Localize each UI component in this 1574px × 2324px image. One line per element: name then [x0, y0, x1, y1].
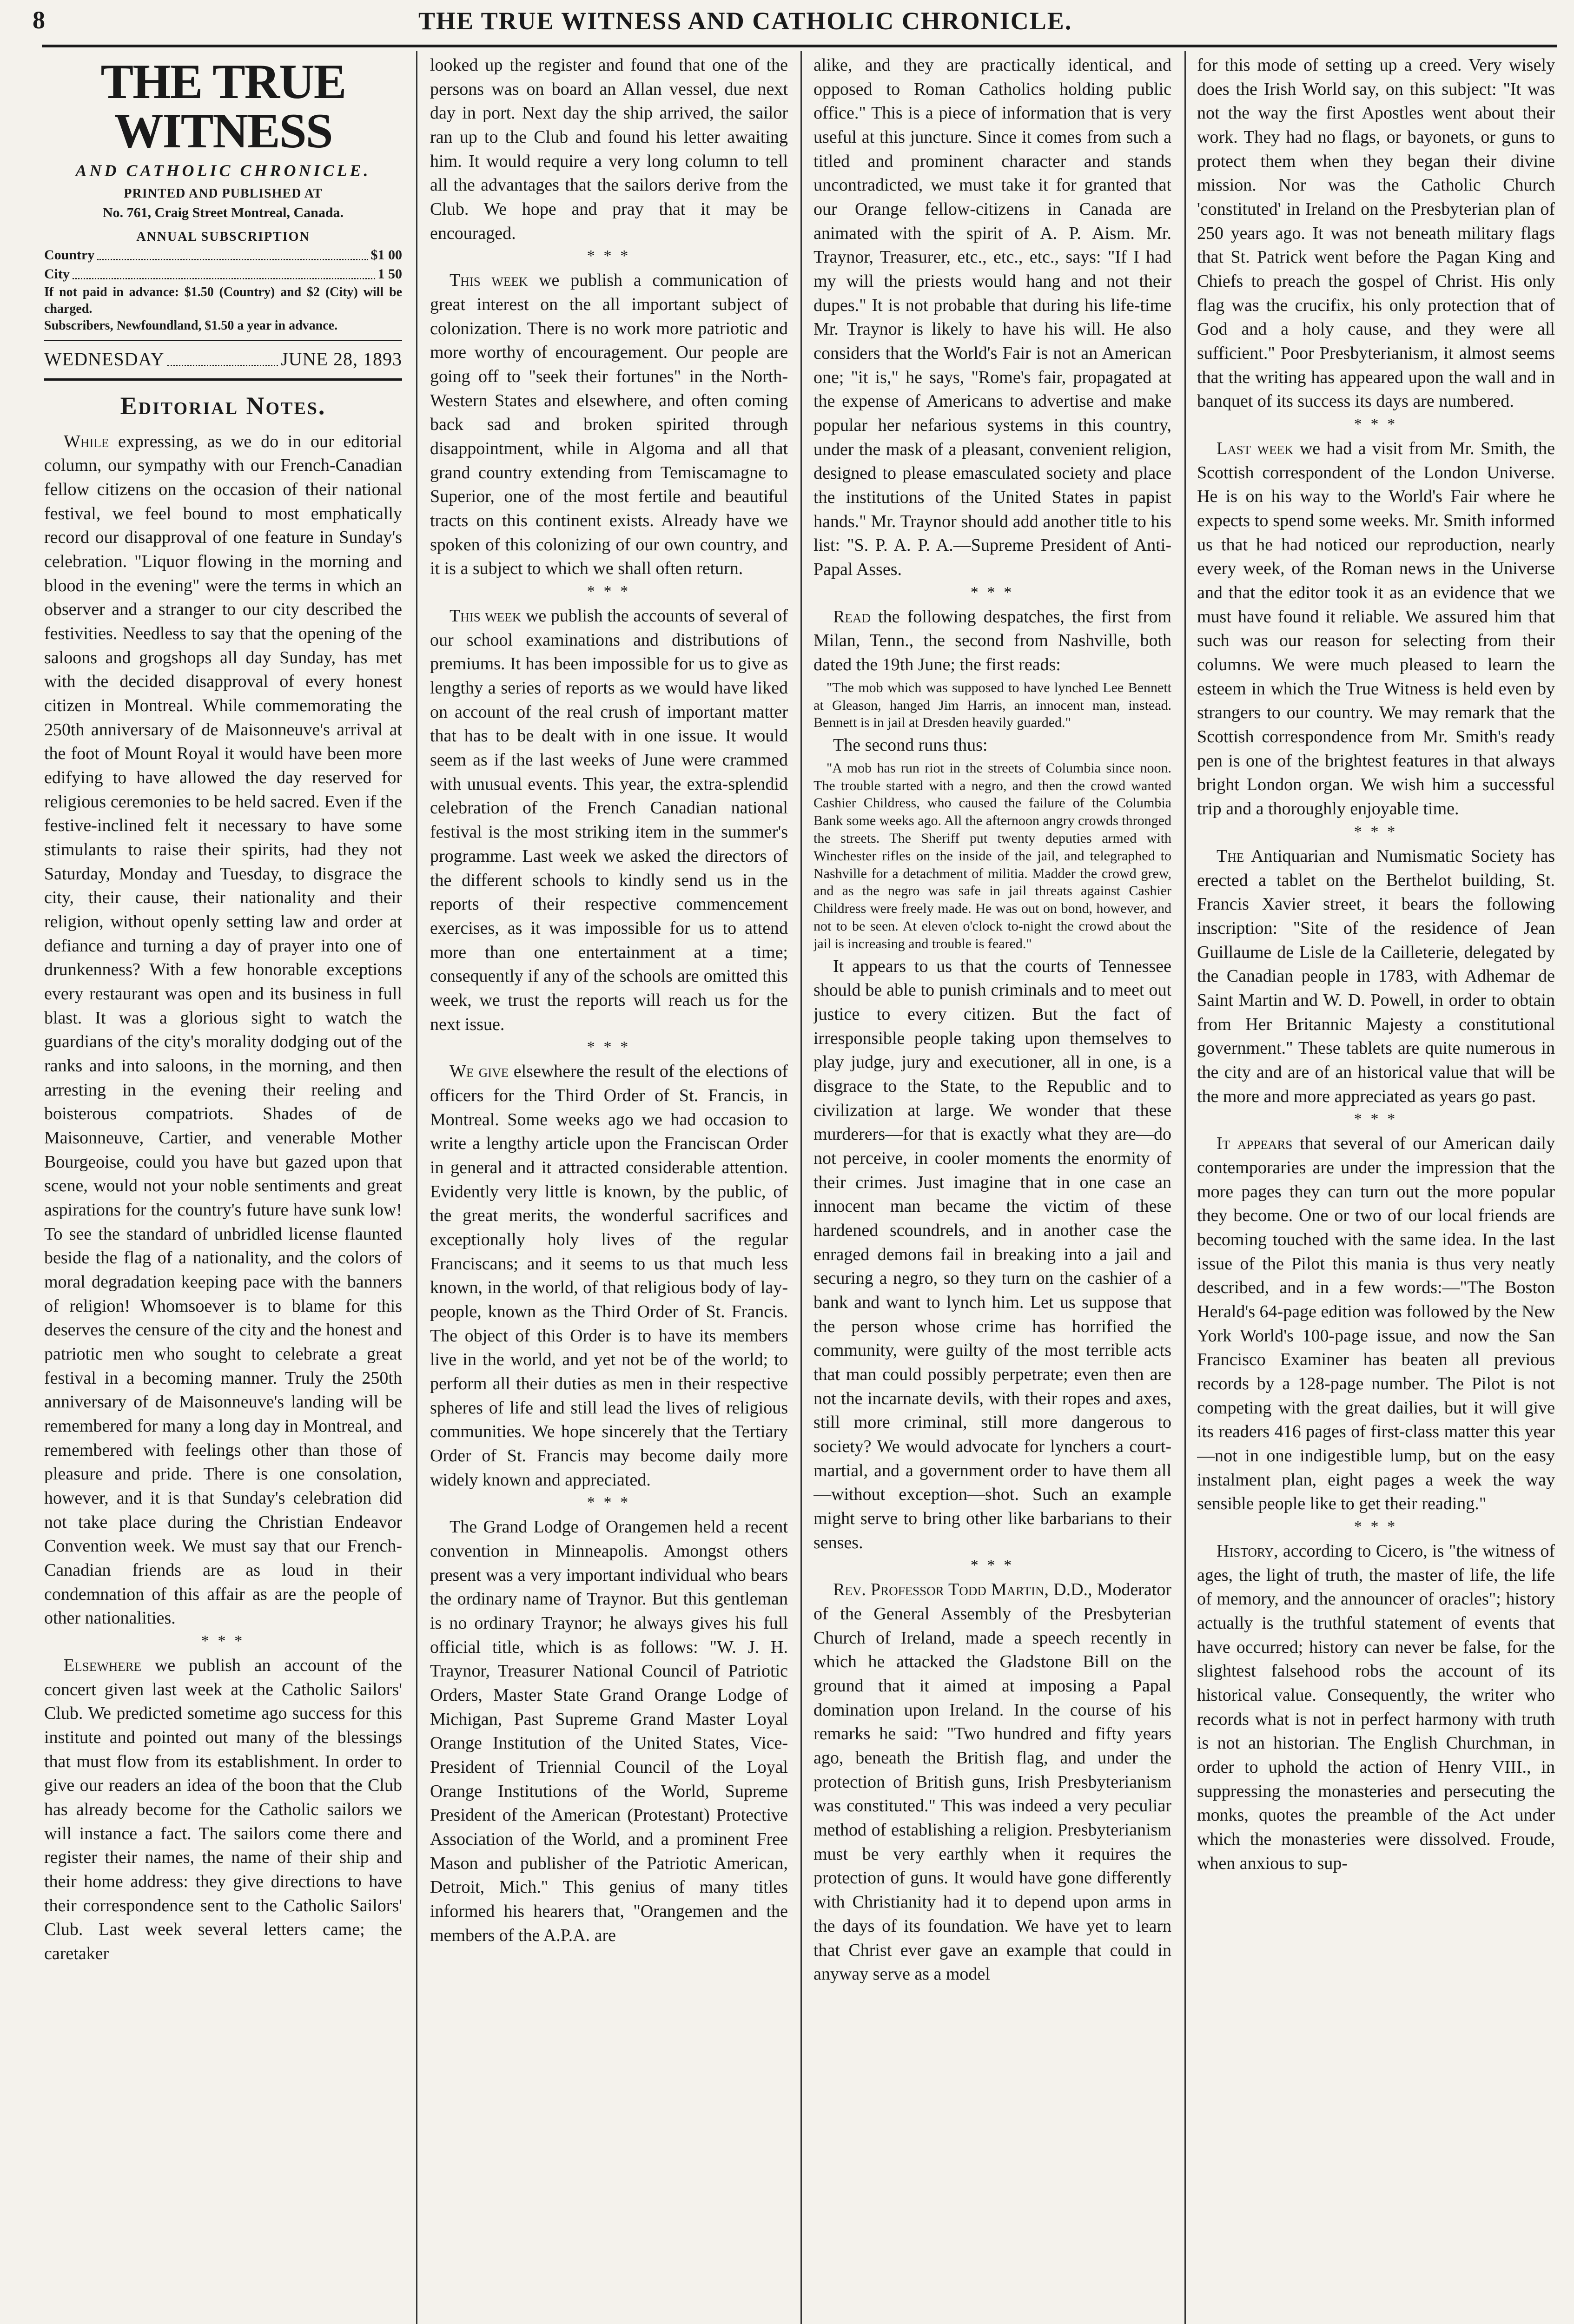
- lead-words: Last week: [1217, 439, 1294, 459]
- lead-words: This week: [450, 271, 528, 290]
- paragraph: for this mode of setting up a creed. Very wisely does the Irish World say, on this subject: "It was not the way the first Apostles went about their work. They had no flags, or bayonets, or guns to protect them when they began their divine mission. Nor was the Catholic Church 'constituted' in Ireland on the Presbyterian plan of 250 years ago. It was not beneath military flags that St. Patrick went before the Pagan King and Chiefs to preach the gospel of Christ. His only flag was the crucifix, his only protection that of God and a holy cause, and they were all sufficient." Poor Presbyterianism, it almost seems that the writing has appeared upon the wall and in banquet of its success its days are numbered.: [1197, 55, 1555, 411]
- column-1: [44, 53, 402, 2322]
- paragraph-text: D.D., Moderator of the General Assembly of the Presbyterian Church of Ireland, made a speech recently in which he attacked the Gladstone Bill on the ground that it aimed at imposing a Papal domination upon Ireland. In the course of his remarks he said: "Two hundred and fifty years ago, beneath the British flag, and under the protection of British guns, Irish Presbyterianism was constituted." This was indeed a very peculiar method of establishing a religion. Presbyterianism must be very earthly when it requires the protection of guns. It would have gone differently with Christianity had it to depend upon arms in the days of its foundation. We have yet to learn that Christ ever gave an example that could in anyway serve as a model: [813, 1580, 1171, 1984]
- paragraph: [44, 430, 402, 1631]
- asterism: * * *: [587, 583, 631, 601]
- paragraph: The second runs thus:: [833, 735, 988, 755]
- paragraph: [813, 1578, 1171, 1986]
- paragraph-text: we publish an account of the concert given last week at the Catholic Sailors' Club. We predicted sometime ago success for this institute and pointed out many of the blessings that must flow from its establishment. In order to give our readers an idea of the boon that the Club has already become for the Catholic sailors we will instance a fact. The sailors come there and register their names, the name of their ship and their home address: they give directions to have their correspondence sent to the Catholic Sailors' Club. Last week several letters came; the caretaker: [44, 1656, 402, 1964]
- asterism: * * *: [587, 247, 631, 265]
- dateline: [44, 347, 402, 372]
- column-rule: [1184, 51, 1186, 2324]
- paragraph: The Grand Lodge of Orangemen held a recent convention in Minneapolis. Amongst others present was a very important individual who bears the ordinary name of Traynor. But this gentleman is no ordinary Traynor; he always gives his full official title, which is as follows: "W. J. H. Traynor, Treasurer National Council of Patriotic Orders, Master State Grand Orange Lodge of Michigan, Past Supreme Grand Master Loyal Orange Institution of the United States, Vice-President of Triennial Council of the Loyal Orange Institutions of the World, Supreme President of the American (Protestant) Protective Association of the World, and a prominent Free Mason and publisher of the Patriotic American, Detroit, Mich." This genius of many titles informed his hearers that, "Orangemen and the members of the A.P.A. are: [430, 1517, 788, 1945]
- lead-words: This week: [450, 606, 522, 626]
- paragraph-text: we had a visit from Mr. Smith, the Scottish correspondent of the London Universe. He is on his way to the World's Fair where he expects to spend some weeks. Mr. Smith informed us that he had noticed our reproduction, nearly every week, of the Roman news in the Universe and that the editor took it as an evidence that we must have found it reliable. We assured him that such was our reason for selecting from their columns. We were much pleased to learn the esteem in which the True Witness is held even by strangers to our country. We may remark that the Scottish correspondence from Mr. Smith's ready pen is one of the brightest features in that always bright London organ. We wish him a successful trip and a thoroughly enjoyable time.: [1197, 439, 1555, 819]
- paragraph: [1197, 1539, 1555, 1875]
- lead-words: The: [1217, 846, 1244, 866]
- price-label: City: [44, 266, 70, 282]
- page-number: 8: [33, 6, 45, 34]
- paragraph-text: the following despatches, the first from Milan, Tenn., the second from Nashville, both dated the 19th June; the first reads:: [813, 607, 1171, 675]
- masthead-address: No. 761, Craig Street Montreal, Canada.: [103, 205, 344, 221]
- dot-leader: [97, 246, 368, 260]
- price-row-city: [44, 265, 402, 284]
- column-4: [1197, 53, 1555, 2322]
- asterism: * * *: [201, 1632, 245, 1650]
- paragraph-text: that several of our American daily contemporaries are under the impression that the more pages they can turn out the more popular they become. One or two of our local friends are becoming touched with the same idea. In the last issue of the Pilot this mania is thus very neatly described, and in a few words:—"The Boston Herald's 64-page edition was followed by the New York World's 100-page issue, and now the San Francisco Examiner has beaten all previous records by a 128-page number. The Pilot is not competing with the great dailies, but it will give its readers 416 pages of first-class matter this year—not in one indigestible lump, but on the easy instalment plan, eight pages a week the way sensible people like to get their reading.": [1197, 1134, 1555, 1514]
- dot-leader: [73, 265, 375, 279]
- asterism: * * *: [1354, 1110, 1398, 1128]
- asterism: * * *: [587, 1494, 631, 1512]
- asterism: * * *: [1354, 823, 1398, 840]
- lead-words: History,: [1217, 1541, 1278, 1561]
- paragraph: alike, and they are practically identical, and opposed to Roman Catholics holding public office." This is a piece of information that is very useful at this juncture. Since it comes from such a titled and prominent character and stands uncontradicted, we must take it for granted that our Orange fellow-citizens in Canada are animated with the spirit of A. P. Aism. Mr. Traynor, Treasurer, etc., etc., etc., says: "If I had my will the priests would hang and not their dupes." It is not probable that during his life-time Mr. Traynor is likely to have his will. He also considers that the World's Fair is not an American one; "it is," he says, "Rome's fair, propagated at the expense of Americans to advertise and make popular her nefarious systems in this country, under the mask of a pleasant, convenient religion, designed to please emasculated society and place the institutions of the United States in papist hands." Mr. Traynor should add another title to his list: "S. P. A. P. A.—Supreme President of Anti-Papal Asses.: [813, 55, 1171, 580]
- paragraph: [813, 605, 1171, 677]
- lead-words: While: [64, 431, 109, 451]
- asterism: * * *: [970, 583, 1015, 601]
- paragraph: [430, 269, 788, 581]
- paragraph-text: elsewhere the result of the elections of officers for the Third Order of St. Francis, in Montreal. Some weeks ago we had occasion to write a lengthy article upon the Franciscan Order in general and it attracted considerable attention. Evidently very little is known, by the public, of the great merits, the wonderful sacrifices and exceptionally holy lives of the regular Franciscans; and it seems to us that much less known, in the world, of that religious body of lay-people, known as the Third Order of St. Francis. The object of this Order is to have its members live in the world, and yet not be of the world; to perform all their duties as men in their respective spheres of life and still lead the lives of religious communities. We hope sincerely that the Tertiary Order of St. Francis may become daily more widely known and appreciated.: [430, 1062, 788, 1490]
- rule: [44, 378, 402, 381]
- paragraph: It appears to us that the courts of Tennessee should be able to punish criminals and to meet out justice to every citizen. But the fact of irresponsible people taking upon themselves to play judge, jury and executioner, all in one, is a disgrace to the State, to the Republic and to civilization at large. We wonder that these murderers—for that is exactly what they are—do not perceive, in cooler moments the enormity of their crimes. Just imagine that in one case an innocent man became the victim of these hardened scoundrels, and in another case the enraged demons fail in breaking into a jail and securing a negro, so they turn on the cashier of a bank and want to lynch him. Let us suppose that the person whose crime has horrified the community, were guilty of the most terrible acts that man could possibly perpetrate; even then are not the incarnate devils, with their ropes and axes, still more criminal, still more dangerous to society? We would advocate for lynchers a court-martial, and a government order to have them all—without exception—shot. Such an example might serve to bring other like barbarians to their senses.: [813, 956, 1171, 1552]
- dot-leader: [167, 347, 278, 366]
- paragraph: looked up the register and found that one of the persons was on board an Allan vessel, due next day in port. Next day the ship arrived, the sailor ran up to the Club and found his letter awaiting him. It would require a very long column to tell all the advantages that the sailors derive from the Club. We hope and pray that it may be encouraged.: [430, 55, 788, 243]
- price-value: 1 50: [377, 266, 402, 282]
- lead-words: Read: [833, 607, 871, 627]
- price-label: Country: [44, 247, 95, 263]
- asterism: * * *: [587, 1038, 631, 1056]
- paragraph-text: Antiquarian and Numismatic Society has erected a tablet on the Berthelot building, St. Francis Xavier street, it bears the following inscription: "Site of the residence of Jean Guillaume de Lisle de la Cailleterie, delegated by the Canadian people in 1783, with Adhemar de Saint Martin and W. D. Powell, in order to obtain from Her Britannic Majesty a constitutional government." These tablets are quite numerous in the city and are of an historical value that will be the more and more appreciated as years go past.: [1197, 846, 1555, 1106]
- masthead-printed-by: PRINTED AND PUBLISHED AT: [124, 186, 323, 201]
- column-2: [430, 53, 788, 2322]
- paragraph-text: expressing, as we do in our editorial column, our sympathy with our French-Canadian fellow citizens on the occasion of their national festival, we feel bound to most emphatically record our disapproval of one feature in Sunday's celebration. "Liquor flowing in the morning and blood in the evening" were the terms in which an observer and a stranger to our city described the festivities. Needless to say that the opening of the saloons and grogshops all day Sunday, has met with the decided disapproval of every honest citizen in Montreal. While commemorating the 250th anniversary of de Maisonneuve's arrival at the foot of Mount Royal it would have been more edifying to have allowed the day reserved for religious ceremonies to be held sacred. Even if the festive-inclined felt it necessary to have some stimulants to raise their spirits, had they not Saturday, Monday and Tuesday, to disgrace the city, their cause, their nationality and their religion, without openly setting law and order at defiance and turning a day of prayer into one of drunkenness? With a few honorable exceptions every restaurant was open and its business in full blast. It was a glorious sight to watch the guardians of the city's morality dodging out of the ranks and into saloons, in the morning, and then arresting in the evening their reeling and boisterous compatriots. Shades of de Maisonneuve, Cartier, and venerable Mother Bourgeoise, could you have but gazed upon that scene, would not your noble sentiments and great aspirations for the country's future have sunk low! To see the standard of unbridled license flaunted beside the flag of a nationality, and the colors of moral degradation keeping pace with the banners of religion! Whomsoever is to blame for this deserves the censure of the city and the honest and patriotic men who sought to celebrate a great festival in a becoming manner. Truly the 250th anniversary of de Maisonneuve's landing will be remembered for many a long day in Montreal, and remembered with feelings other than those of pleasure and pride. There is one consolation, however, and it is that Sunday's celebration did not take place during the Christian Endeavor Convention week. We must say that our French-Canadian friends are as loud in their condemnation of this affair as are the people of other nationalities.: [44, 431, 402, 1628]
- lead-words: Rev. Professor Todd Martin,: [833, 1580, 1049, 1600]
- price-row-country: [44, 246, 402, 265]
- quotation: "A mob has run riot in the streets of Columbia since noon. The trouble started with a negro, and then the crowd wanted Cashier Childress, who caused the failure of the Columbia Bank some weeks ago. All the afternoon angry crowds thronged the streets. The Sheriff put twenty deputies armed with Winchester rifles on the inside of the jail, and telegraphed to Nashville for a detachment of militia. Madder the crowd grew, and as the negro was safe in jail threats against Cashier Childress were freely made. He was out on bond, however, and not to be seen. At eleven o'clock to-night the crowd about the jail is increasing and trouble is feared.": [813, 760, 1171, 951]
- column-3: [813, 53, 1171, 2322]
- asterism: * * *: [1354, 1518, 1398, 1535]
- lead-words: We give: [450, 1062, 509, 1082]
- lead-words: It appears: [1217, 1134, 1293, 1154]
- masthead-subtitle: AND CATHOLIC CHRONICLE.: [75, 161, 371, 180]
- column-rule: [800, 51, 802, 2324]
- date-day: WEDNESDAY: [44, 348, 165, 370]
- date-rest: JUNE 28, 1893: [281, 348, 402, 370]
- asterism: * * *: [970, 1557, 1015, 1574]
- paragraph: [1197, 845, 1555, 1109]
- asterism: * * *: [1354, 416, 1398, 433]
- quotation: "The mob which was supposed to have lynched Lee Bennett at Gleason, hanged Jim Harris, an innocent man, instead. Bennett is in jail at Dresden heavily guarded.": [813, 680, 1171, 731]
- subscribers-note: Subscribers, Newfoundland, $1.50 a year in advance.: [44, 318, 338, 333]
- paragraph: [1197, 1132, 1555, 1516]
- paragraph: [430, 1060, 788, 1492]
- paragraph-text: according to Cicero, is "the witness of ages, the light of truth, the master of life, the life of memory, and the announcer of oracles"; history actually is the truthful statement of events that have occurred; history can never be false, for the slightest falsehood robs the account of its historical value. Consequently, the writer who records what is not in perfect harmony with truth is not an historian. The English Churchman, in order to uphold the action of Henry VIII., in suppressing the monasteries and persecuting the monks, quotes the preamble of the Act under which the monasteries were dissolved. Froude, when anxious to sup-: [1197, 1541, 1555, 1873]
- lead-words: Elsewhere: [64, 1656, 142, 1676]
- header-rule: [42, 45, 1557, 47]
- price-value: $1 00: [370, 247, 402, 263]
- running-head: THE TRUE WITNESS AND CATHOLIC CHRONICLE.: [418, 7, 1072, 35]
- paragraph: [44, 1654, 402, 1966]
- advance-note: If not paid in advance: $1.50 (Country) and $2 (City) will be charged.: [44, 284, 402, 316]
- editorial-heading: Editorial Notes.: [120, 392, 326, 420]
- paragraph: [1197, 437, 1555, 821]
- paragraph-text: we publish the accounts of several of our school examinations and distributions of premiums. It has been impossible for us to give as lengthy a series of reports as we would have liked on account of the real crush of important matter that has to be dealt with in one issue. It would seem as if the last weeks of June were crammed with unusual events. This year, the extra-splendid celebration of the French Canadian national festival is the most striking item in the summer's programme. Last week we asked the directors of the different schools to kindly send us in the reports of their respective commencement exercises, as it was impossible for us to attend more than one entertainment at a time; consequently if any of the schools are omitted this week, we trust the reports will reach us for the next issue.: [430, 606, 788, 1034]
- rule: [44, 340, 402, 341]
- paragraph: [430, 604, 788, 1037]
- paragraph-text: we publish a communication of great interest on the all important subject of colonization. There is no work more patriotic and more worthy of encouragement. Our people are going off to "seek their fortunes" in the North-Western States and elsewhere, and often coming back sad and broken spirited through disappointment, while in Algoma and all that grand country extending from Temiscamagne to Superior, one of the most fertile and beautiful tracts on this continent exists. Already have we spoken of this colonizing of our own country, and it is a subject to which we shall often return.: [430, 271, 788, 579]
- masthead-title: THE TRUE WITNESS: [100, 54, 346, 158]
- column-rule: [416, 51, 417, 2324]
- subscription-heading: ANNUAL SUBSCRIPTION: [136, 229, 310, 244]
